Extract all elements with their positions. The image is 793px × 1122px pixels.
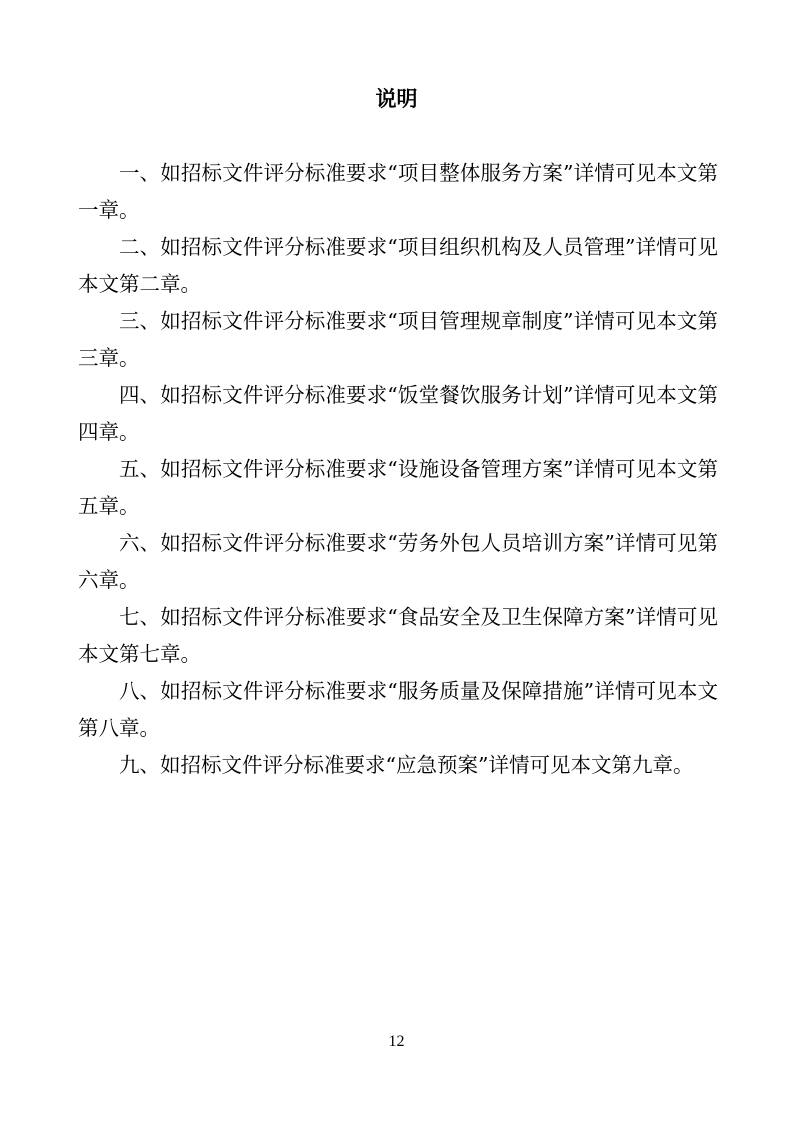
paragraph-5: 五、如招标文件评分标准要求“设施设备管理方案”详情可见本文第五章。 — [78, 457, 718, 518]
paragraph-2: 二、如招标文件评分标准要求“项目组织机构及人员管理”详情可见本文第二章。 — [78, 235, 718, 296]
page-title: 说明 — [375, 87, 418, 111]
paragraph-6: 六、如招标文件评分标准要求“劳务外包人员培训方案”详情可见第六章。 — [78, 531, 718, 592]
page-number: 12 — [388, 1033, 405, 1050]
paragraph-9: 九、如招标文件评分标准要求“应急预案”详情可见本文第九章。 — [119, 753, 694, 777]
paragraph-8: 八、如招标文件评分标准要求“服务质量及保障措施”详情可见本文第八章。 — [78, 679, 718, 740]
paragraph-7: 七、如招标文件评分标准要求“食品安全及卫生保障方案”详情可见本文第七章。 — [78, 605, 718, 666]
paragraph-3: 三、如招标文件评分标准要求“项目管理规章制度”详情可见本文第三章。 — [78, 309, 718, 370]
paragraph-4: 四、如招标文件评分标准要求“饭堂餐饮服务计划”详情可见本文第四章。 — [78, 383, 718, 444]
paragraph-1: 一、如招标文件评分标准要求“项目整体服务方案”详情可见本文第一章。 — [78, 161, 718, 222]
document-body — [78, 155, 718, 784]
